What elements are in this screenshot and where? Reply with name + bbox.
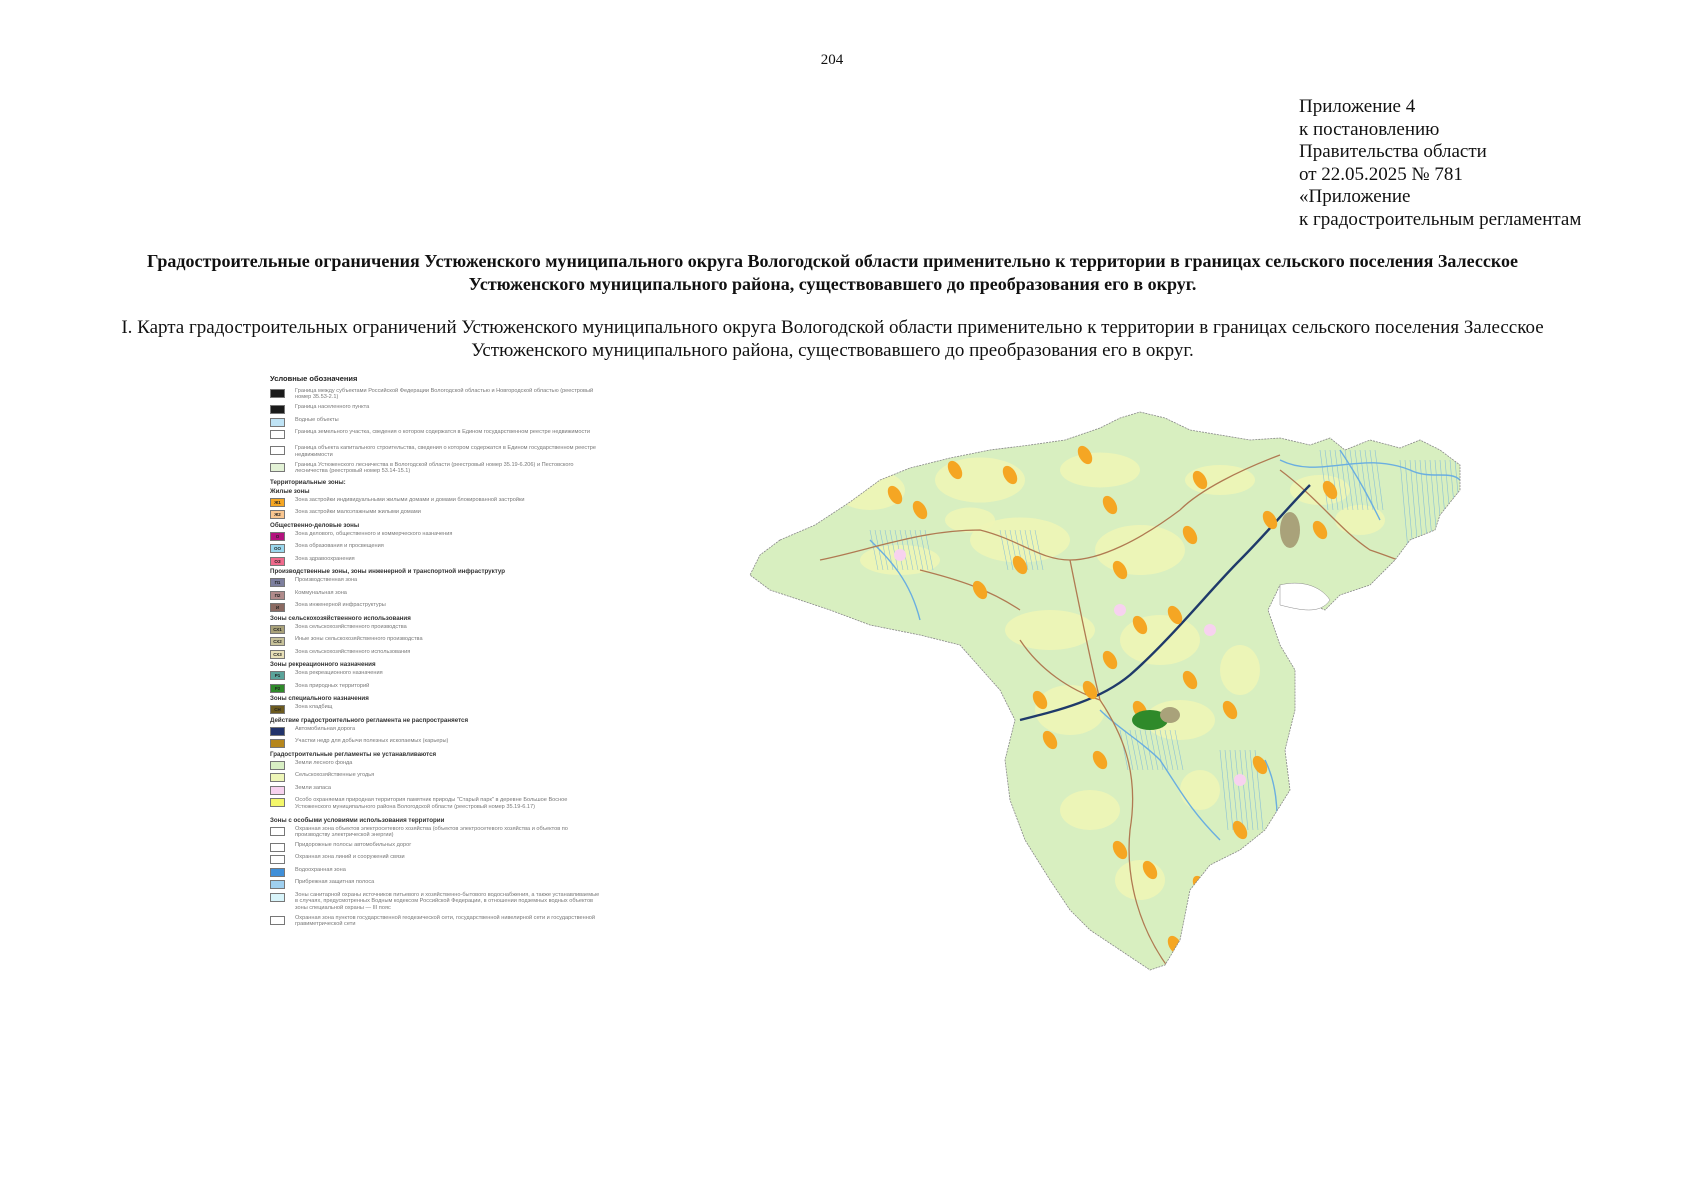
- appendix-note: [1299, 96, 1581, 231]
- legend-item-label: Автомобильная дорога: [295, 725, 356, 732]
- legend-section-not-set: Градостроительные регламенты не устанавливаются: [270, 750, 437, 758]
- appendix-line: Правительства области: [1299, 141, 1487, 162]
- legend-item-special-condition: [270, 826, 600, 840]
- legend-swatch: [270, 446, 285, 455]
- legend-section-public: Общественно-деловые зоны: [270, 521, 360, 529]
- reserve-land-spot: [1204, 624, 1216, 636]
- legend-swatch: И: [270, 603, 285, 612]
- legend-swatch: [270, 430, 285, 439]
- legend-swatch: Ж2: [270, 510, 285, 519]
- agricultural-land-patch: [1060, 790, 1120, 830]
- section-title: [80, 316, 1585, 362]
- agricultural-land-patch: [1115, 860, 1165, 900]
- legend-swatch: [270, 868, 285, 877]
- legend-swatch: СН: [270, 705, 285, 714]
- map-base-layer: [750, 412, 1463, 970]
- legend-swatch: СХ1: [270, 625, 285, 634]
- reserve-land-spot: [1114, 604, 1126, 616]
- legend-item-label: Зона застройки индивидуальными жилыми домами и домами блокированной застройки: [295, 496, 525, 503]
- legend-swatch: Ж1: [270, 498, 285, 507]
- legend-item-label: Охранная зона пунктов государственной геодезической сети, государственной нивелирной сети и государственной гравиметрической сети: [295, 914, 596, 927]
- legend-item-boundary: [270, 445, 600, 459]
- legend-item-label: Сельскохозяйственные угодья: [295, 772, 375, 779]
- legend-item-special-condition: [270, 891, 600, 911]
- page-number: 204: [820, 52, 844, 68]
- legend-section-residential: Жилые зоны: [270, 487, 310, 495]
- legend-section-special-conditions: Зоны с особыми условиями использования территории: [270, 816, 445, 824]
- appendix-line: к градостроительным регламентам: [1299, 208, 1582, 230]
- legend-swatch: СХ2: [270, 637, 285, 646]
- section-title-line: I. Карта градостроительных ограничений Устюженского муниципального округа Вологодской области применительно к территории в границах сельского поселения Залесское: [121, 317, 1544, 338]
- legend-swatch: [270, 916, 285, 925]
- legend-section-special: Зоны специального назначения: [270, 695, 369, 703]
- agricultural-land-patch: [945, 508, 995, 533]
- agricultural-land-patch: [1335, 505, 1385, 535]
- legend-swatch: О: [270, 532, 285, 541]
- legend-section-recreation: Зоны рекреационного назначения: [270, 661, 376, 669]
- legend-swatch: [270, 893, 285, 902]
- legend-section-not-applied: Действие градостроительного регламента не распространяется: [270, 716, 469, 724]
- appendix-line: к постановлению: [1299, 118, 1440, 140]
- legend-item-label: Земли запаса: [295, 784, 332, 791]
- legend-swatch: П2: [270, 591, 285, 600]
- legend-item-label: Граница объекта капитального строительства, сведения о котором содержатся в Едином государственном реестре недвижимости: [295, 445, 596, 458]
- legend-item-label: Зоны санитарной охраны источников питьевого и хозяйственно-бытового водоснабжения, а также устанавливаемые в случаях, предусмотренных Водным кодексом Российской Федерации, в отношении подземных водных объектов зоны специальной охраны — III пояс: [295, 891, 600, 911]
- legend-swatch: [270, 843, 285, 852]
- legend-item-special-condition: [270, 915, 600, 929]
- agricultural-land-patch: [1290, 475, 1350, 505]
- legend-item-boundary: [270, 462, 600, 476]
- section-title-line: Устюженского муниципального района, существовавшего до преобразования его в округ.: [471, 340, 1194, 361]
- legend-item-label: Охранная зона объектов электросетевого хозяйства (объектов электросетевого хозяйства и объектов по производству электрической энергии): [295, 825, 568, 838]
- agricultural-land-patch: [1120, 615, 1200, 665]
- legend-item-label: Граница населенного пункта: [295, 404, 370, 411]
- legend-item-label: Прибрежная защитная полоса: [295, 879, 375, 886]
- legend-swatch: П1: [270, 578, 285, 587]
- legend-swatch: Р2: [270, 684, 285, 693]
- legend-swatch: [270, 855, 285, 864]
- appendix-line: «Приложение: [1299, 186, 1411, 207]
- legend-item-label: Придорожные полосы автомобильных дорог: [295, 841, 412, 848]
- legend-section-territorial: Территориальные зоны:: [270, 478, 346, 486]
- legend-section-agricultural: Зоны сельскохозяйственного использования: [270, 614, 411, 622]
- legend-swatch: [270, 405, 285, 414]
- legend-item-label: Участки недр для добычи полезных ископаемых (карьеры): [295, 738, 449, 745]
- legend-item-boundary: [270, 429, 600, 443]
- appendix-line: Приложение 4: [1299, 96, 1416, 117]
- legend-item-label: Зона застройки малоэтажными жилыми домами: [295, 509, 421, 516]
- legend-item-label: Зона делового, общественного и коммерческого назначения: [295, 530, 453, 537]
- agricultural-production-zone: [1160, 707, 1180, 723]
- legend-item-label: Граница земельного участка, сведения о котором содержатся в Едином государственном реестре недвижимости: [295, 429, 590, 436]
- legend-swatch: [270, 798, 285, 807]
- legend-item-label: Зона природных территорий: [295, 682, 370, 689]
- legend-section-industrial: Производственные зоны, зоны инженерной и транспортной инфраструктур: [270, 568, 506, 576]
- agricultural-land-patch: [1180, 770, 1220, 810]
- legend-swatch: ОЗ: [270, 557, 285, 566]
- legend-item-label: Зона здравоохранения: [295, 555, 355, 562]
- legend-swatch: [270, 463, 285, 472]
- appendix-line: от 22.05.2025 № 781: [1299, 163, 1463, 185]
- legend-swatch: [270, 786, 285, 795]
- legend-item-label: Коммунальная зона: [295, 589, 347, 596]
- legend-swatch: [270, 389, 285, 398]
- legend-swatch: СХ3: [270, 650, 285, 659]
- legend-item-label: Зона сельскохозяйственного использования: [295, 648, 411, 655]
- legend-item-label: Зона инженерной инфраструктуры: [295, 602, 386, 609]
- legend-item-label: Иные зоны сельскохозяйственного производства: [295, 636, 423, 643]
- reserve-land-spot: [894, 549, 906, 561]
- legend-swatch: [270, 739, 285, 748]
- legend-item-label: Охранная зона линий и сооружений связи: [295, 854, 405, 861]
- document-title-line: Градостроительные ограничения Устюженского муниципального округа Вологодской области применительно к территории в границах сельского поселения Залесское: [147, 251, 1518, 271]
- agricultural-production-zone: [1280, 512, 1300, 548]
- legend-swatch: [270, 827, 285, 836]
- document-title-line: Устюженского муниципального района, существовавшего до преобразования его в округ.: [468, 274, 1197, 294]
- legend-item-label: Водоохранная зона: [295, 866, 346, 873]
- document-title: [80, 250, 1585, 296]
- agricultural-land-patch: [1220, 645, 1260, 695]
- agricultural-land-patch: [1095, 525, 1185, 575]
- legend-swatch: [270, 761, 285, 770]
- legend-swatch: [270, 880, 285, 889]
- legend-item-label: Зона сельскохозяйственного производства: [295, 623, 407, 630]
- legend-item-label: Граница Устюженского лесничества в Вологодской области (реестровый номер 35.19-6.206) и Пестовского лесничества (реестровый номер 53.14-15.1): [295, 461, 574, 474]
- legend-item-label: Особо охраняемая природная территория памятник природы "Старый парк" в деревне Большое Восное Устюженского муниципального района Вологодской области (реестровый номер 35.19-6.17): [295, 797, 568, 810]
- legend-swatch: [270, 418, 285, 427]
- legend-title: Условные обозначения: [270, 374, 358, 383]
- reserve-land-spot: [1234, 774, 1246, 786]
- legend-item-label: Производственная зона: [295, 577, 358, 584]
- legend-swatch: ОО: [270, 544, 285, 553]
- legend-item-not-set: [270, 797, 600, 811]
- legend-swatch: [270, 727, 285, 736]
- legend-swatch: Р1: [270, 671, 285, 680]
- legend-item-label: Земли лесного фонда: [295, 759, 353, 766]
- map-legend: [270, 374, 600, 1014]
- legend-swatch: [270, 773, 285, 782]
- district-map[interactable]: [720, 410, 1570, 1060]
- legend-item-boundary: [270, 388, 600, 402]
- legend-item-label: Зона кладбищ: [295, 704, 333, 711]
- legend-item-label: Зона рекреационного назначения: [295, 670, 383, 677]
- legend-item-label: Водные объекты: [295, 416, 339, 423]
- legend-item-label: Зона образования и просвещения: [295, 543, 384, 550]
- legend-item-label: Граница между субъектами Российской Федерации Вологодской областью и Новгородской областью (реестровый номер 35.53-2.1): [295, 388, 594, 401]
- agricultural-land-patch: [1060, 453, 1140, 488]
